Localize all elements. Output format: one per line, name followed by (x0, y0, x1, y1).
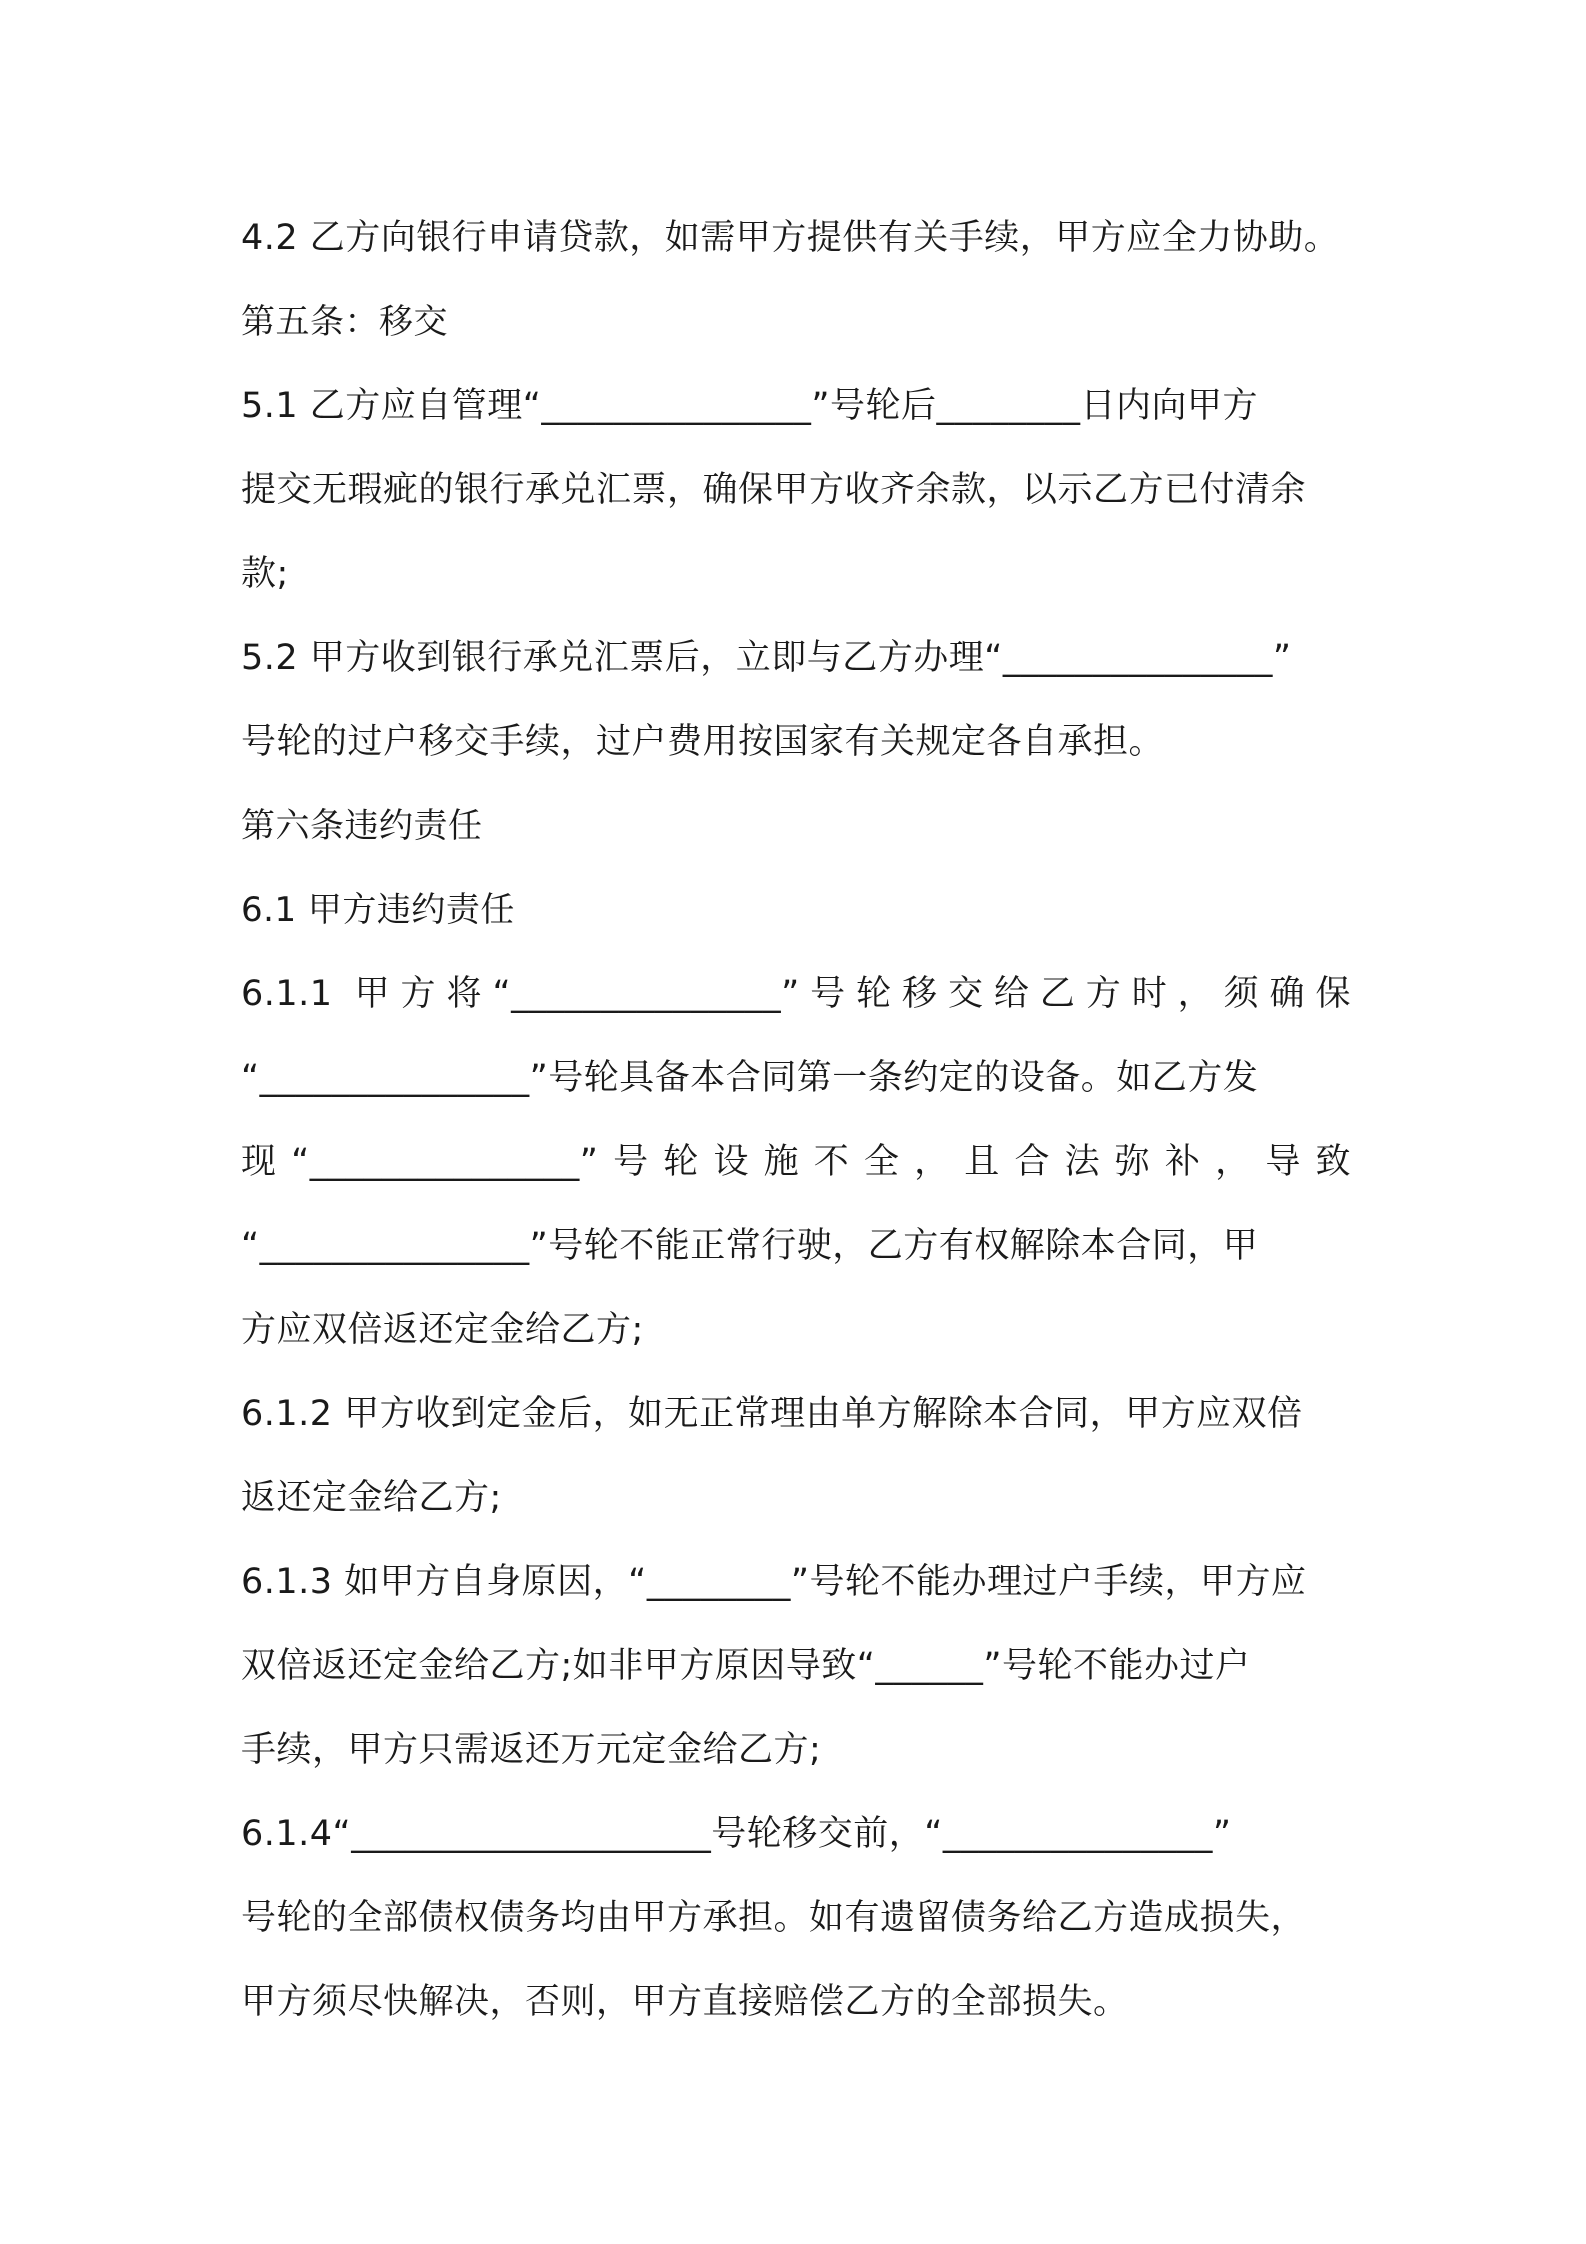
clause-6-1-2-line-2: 返还定金给乙方; (241, 1478, 502, 1518)
clause-6-1-heading: 6.1 甲方违约责任 (241, 890, 515, 930)
article-5-heading: 第五条：移交 (241, 302, 448, 342)
clause-4-2-line-1: 4.2 乙方向银行申请贷款，如需甲方提供有关手续，甲方应全力协助。 (241, 218, 1340, 258)
document-body (241, 196, 1351, 2044)
clause-6-1-1-line-3: 现“_______________”号轮设施不全，且合法弥补，导致 (241, 1142, 1351, 1182)
clause-6-1-2-line-1: 6.1.2 甲方收到定金后，如无正常理由单方解除本合同，甲方应双倍 (241, 1394, 1303, 1434)
clause-6-1-1-line-1: 6.1.1 甲方将“_______________”号轮移交给乙方时，须确保 (241, 974, 1351, 1014)
clause-6-1-1-line-5: 方应双倍返还定金给乙方; (241, 1310, 644, 1350)
clause-6-1-1-line-2: “_______________”号轮具备本合同第一条约定的设备。如乙方发 (241, 1058, 1259, 1098)
clause-5-1-line-2: 提交无瑕疵的银行承兑汇票，确保甲方收齐余款，以示乙方已付清余 (241, 470, 1307, 510)
clause-6-1-4-line-2: 号轮的全部债权债务均由甲方承担。如有遗留债务给乙方造成损失， (241, 1898, 1307, 1938)
article-6-heading: 第六条违约责任 (241, 806, 483, 846)
clause-5-2-line-2: 号轮的过户移交手续，过户费用按国家有关规定各自承担。 (241, 722, 1165, 762)
clause-5-1-line-3: 款; (241, 554, 289, 594)
clause-6-1-4-line-1: 6.1.4“____________________号轮移交前，“_______________” (241, 1814, 1232, 1854)
clause-6-1-3-line-1: 6.1.3 如甲方自身原因，“________”号轮不能办理过户手续，甲方应 (241, 1562, 1307, 1602)
clause-5-2-line-1: 5.2 甲方收到银行承兑汇票后，立即与乙方办理“_______________” (241, 638, 1292, 678)
clause-6-1-3-line-2: 双倍返还定金给乙方;如非甲方原因导致“______”号轮不能办过户 (241, 1646, 1251, 1686)
clause-6-1-3-line-3: 手续，甲方只需返还万元定金给乙方; (241, 1730, 822, 1770)
clause-6-1-4-line-3: 甲方须尽快解决，否则，甲方直接赔偿乙方的全部损失。 (241, 1982, 1129, 2022)
clause-5-1-line-1: 5.1 乙方应自管理“_______________”号轮后________日内向甲方 (241, 386, 1259, 426)
clause-6-1-1-line-4: “_______________”号轮不能正常行驶，乙方有权解除本合同，甲 (241, 1226, 1259, 1266)
